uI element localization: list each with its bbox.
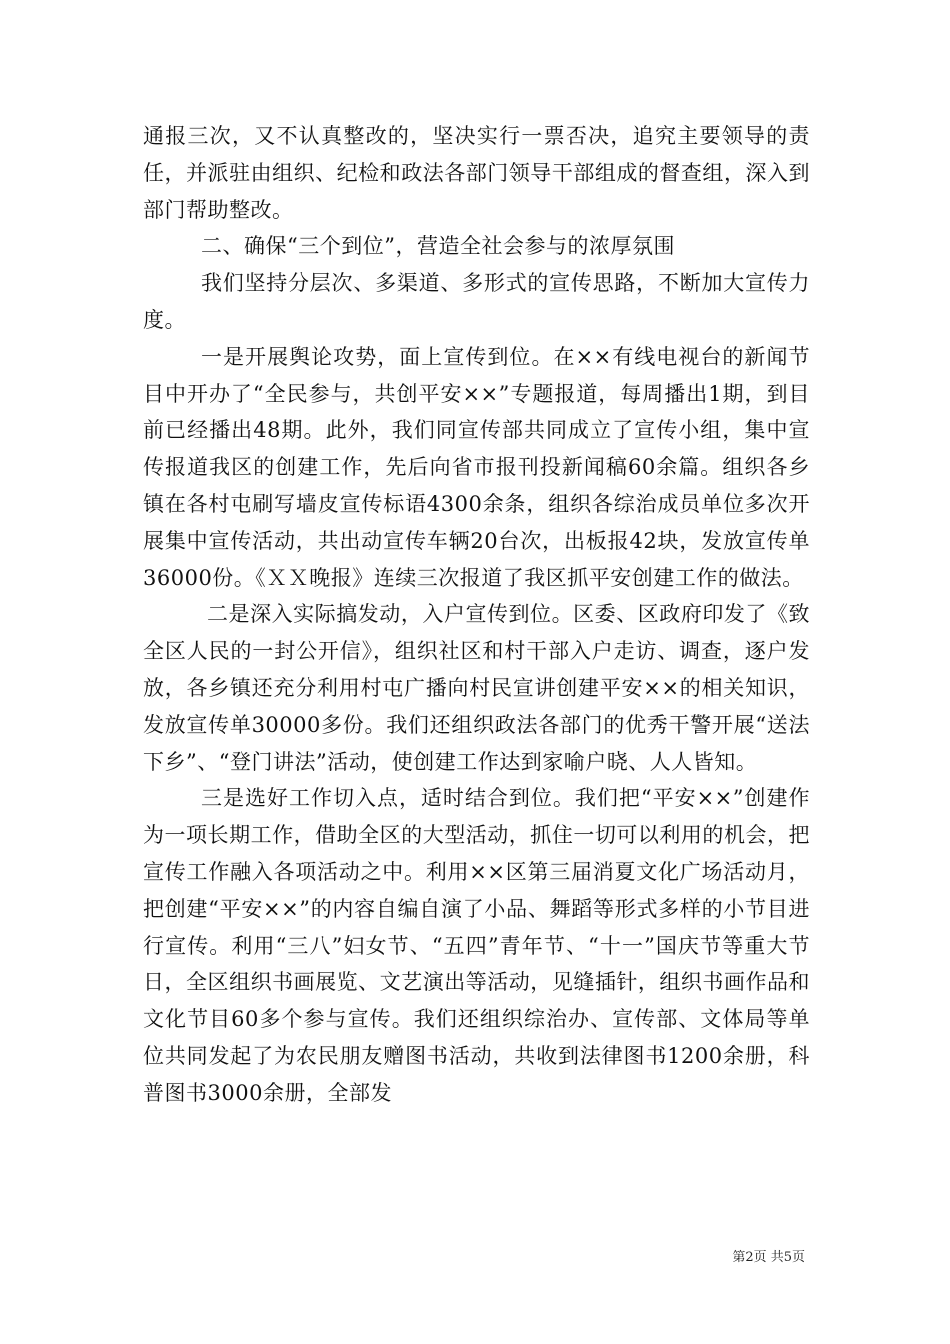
- section-heading: 二、确保“三个到位”，营造全社会参与的浓厚氛围: [201, 234, 675, 259]
- document-body: [143, 118, 810, 1112]
- paragraph-continuation: 通报三次，又不认真整改的，坚决实行一票否决，追究主要领导的责任，并派驻由组织、纪检和政法各部门领导干部组成的督查组，深入到部门帮助整改。: [143, 124, 810, 222]
- page-number: 第2页 共5页: [732, 1250, 805, 1265]
- paragraph-item-2: 二是深入实际搞发动，入户宣传到位。区委、区政府印发了《致全区人民的一封公开信》，组织社区和村干部入户走访、调查，逐户发放，各乡镇还充分利用村屯广播向村民宣讲创建平安××的相关知识，发放宣传单30000多份。我们还组织政法各部门的优秀干警开展“送法下乡”、“登门讲法”活动，使创建工作达到家喻户晓、人人皆知。: [143, 602, 810, 774]
- paragraph-item-1: 一是开展舆论攻势，面上宣传到位。在××有线电视台的新闻节目中开办了“全民参与，共创平安××”专题报道，每周播出1期，到目前已经播出48期。此外，我们同宣传部共同成立了宣传小组，集中宣传报道我区的创建工作，先后向省市报刊投新闻稿60余篇。组织各乡镇在各村屯刷写墙皮宣传标语4300余条，组织各综治成员单位多次开展集中宣传活动，共出动宣传车辆20台次，出板报42块，发放宣传单36000份。《ＸＸ晚报》连续三次报道了我区抓平安创建工作的做法。: [143, 344, 810, 590]
- paragraph-intro: 我们坚持分层次、多渠道、多形式的宣传思路，不断加大宣传力度。: [143, 271, 810, 332]
- paragraph-item-3: 三是选好工作切入点，适时结合到位。我们把“平安××”创建作为一项长期工作，借助全区的大型活动，抓住一切可以利用的机会，把宣传工作融入各项活动之中。利用××区第三届消夏文化广场活动月，把创建“平安××”的内容自编自演了小品、舞蹈等形式多样的小节目进行宣传。利用“三八”妇女节、“五四”青年节、“十一”国庆节等重大节日，全区组织书画展览、文艺演出等活动，见缝插针，组织书画作品和文化节目60多个参与宣传。我们还组织综治办、宣传部、文体局等单位共同发起了为农民朋友赠图书活动，共收到法律图书1200余册，科普图书3000余册，全部发: [143, 786, 810, 1105]
